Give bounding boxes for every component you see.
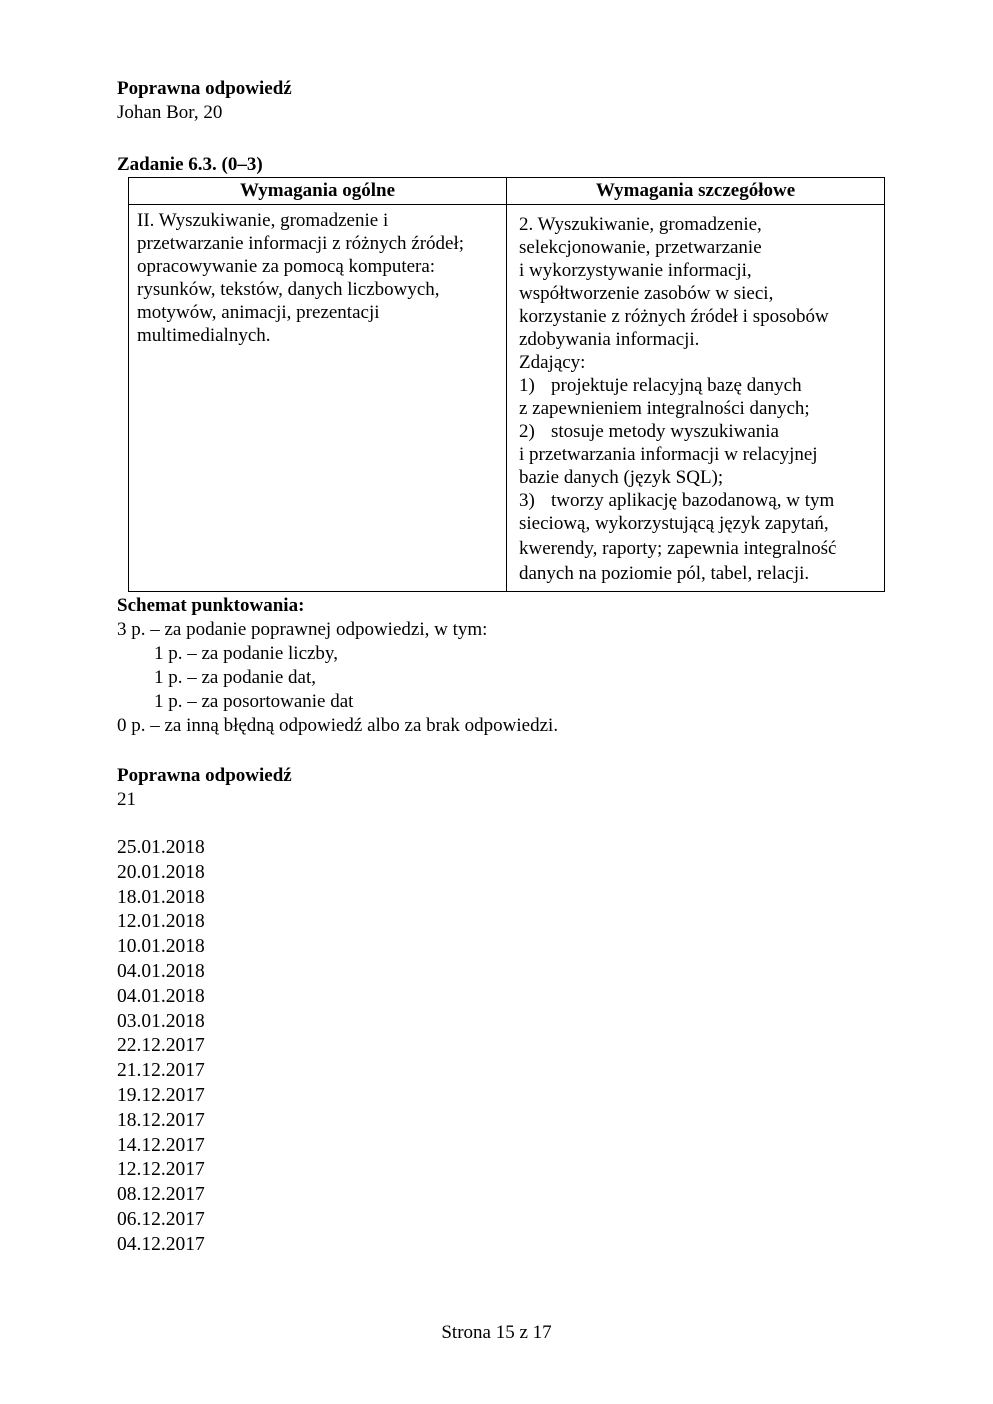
date-list-item: 18.12.2017 bbox=[117, 1109, 205, 1131]
date-list-item: 03.01.2018 bbox=[117, 1010, 205, 1032]
general-line: motywów, animacji, prezentacji bbox=[137, 302, 380, 323]
page-content bbox=[117, 77, 885, 1258]
table-header-row bbox=[129, 178, 885, 205]
date-list-item: 04.01.2018 bbox=[117, 960, 205, 982]
answer-number: 21 bbox=[117, 789, 136, 810]
list-item-continuation: bazie danych (język SQL); bbox=[519, 467, 724, 488]
general-requirements-cell bbox=[129, 205, 507, 592]
detailed-line: korzystanie z różnych źródeł i sposobów bbox=[519, 306, 829, 327]
general-line: multimedialnych. bbox=[137, 325, 271, 346]
detailed-line: 2. Wyszukiwanie, gromadzenie, bbox=[519, 214, 762, 235]
general-line: przetwarzanie informacji z różnych źródeł; bbox=[137, 233, 465, 254]
list-item: 2) stosuje metody wyszukiwania bbox=[519, 421, 779, 442]
scoring-sub-line: 1 p. – za posortowanie dat bbox=[154, 691, 354, 712]
date-list-item: 22.12.2017 bbox=[117, 1035, 205, 1057]
answer-section bbox=[117, 764, 885, 812]
date-list-item: 04.12.2017 bbox=[117, 1233, 205, 1255]
answer-heading: Poprawna odpowiedź bbox=[117, 765, 292, 786]
date-list-item: 12.01.2018 bbox=[117, 911, 205, 933]
task-title: Zadanie 6.3. (0–3) bbox=[117, 154, 263, 175]
list-item-continuation: z zapewnieniem integralności danych; bbox=[519, 398, 810, 419]
date-list-item: 06.12.2017 bbox=[117, 1208, 205, 1230]
list-item: 1) projektuje relacyjną bazę danych bbox=[519, 375, 802, 396]
date-list-item: 25.01.2018 bbox=[117, 837, 205, 858]
date-list-item: 12.12.2017 bbox=[117, 1159, 205, 1181]
header-general: Wymagania ogólne bbox=[129, 178, 507, 205]
list-item-continuation: kwerendy, raporty; zapewnia integralność bbox=[519, 538, 837, 559]
general-line: opracowywanie za pomocą komputera: bbox=[137, 256, 436, 277]
scoring-heading: Schemat punktowania: bbox=[117, 595, 305, 616]
dates-list bbox=[117, 836, 885, 1258]
scoring-line: 3 p. – za podanie poprawnej odpowiedzi, w tym: bbox=[117, 619, 488, 640]
date-list-item: 14.12.2017 bbox=[117, 1134, 205, 1156]
header-detailed: Wymagania szczegółowe bbox=[507, 178, 885, 205]
date-list-item: 19.12.2017 bbox=[117, 1084, 205, 1106]
scoring-sub-line: 1 p. – za podanie liczby, bbox=[154, 643, 338, 664]
answer-heading: Poprawna odpowiedź bbox=[117, 78, 292, 99]
detailed-line: zdobywania informacji. bbox=[519, 329, 700, 350]
date-list-item: 20.01.2018 bbox=[117, 861, 205, 883]
detailed-line: i wykorzystywanie informacji, bbox=[519, 260, 752, 281]
table-row bbox=[129, 205, 885, 592]
scoring-sub-line: 1 p. – za podanie dat, bbox=[154, 667, 316, 688]
detailed-line: współtworzenie zasobów w sieci, bbox=[519, 283, 774, 304]
date-list-item: 21.12.2017 bbox=[117, 1060, 205, 1082]
list-item-continuation: i przetwarzania informacji w relacyjnej bbox=[519, 444, 818, 465]
list-item-continuation: sieciową, wykorzystującą język zapytań, bbox=[519, 513, 829, 534]
requirements-table bbox=[128, 177, 885, 592]
detailed-line: selekcjonowanie, przetwarzanie bbox=[519, 237, 762, 258]
scoring-line: 0 p. – za inną błędną odpowiedź albo za brak odpowiedzi. bbox=[117, 715, 559, 736]
list-item-continuation: danych na poziomie pól, tabel, relacji. bbox=[519, 563, 810, 584]
page-footer: Strona 15 z 17 bbox=[441, 1322, 552, 1343]
date-list-item: 18.01.2018 bbox=[117, 886, 205, 908]
answer-text: Johan Bor, 20 bbox=[117, 102, 223, 123]
detailed-requirements-cell bbox=[507, 205, 885, 592]
date-list-item: 08.12.2017 bbox=[117, 1184, 205, 1206]
scoring-section bbox=[117, 594, 885, 738]
list-item: 3) tworzy aplikację bazodanową, w tym bbox=[519, 490, 835, 511]
date-list-item: 04.01.2018 bbox=[117, 985, 205, 1007]
date-list-item: 10.01.2018 bbox=[117, 936, 205, 958]
general-line: II. Wyszukiwanie, gromadzenie i bbox=[137, 210, 389, 231]
general-line: rysunków, tekstów, danych liczbowych, bbox=[137, 279, 440, 300]
detailed-line: Zdający: bbox=[519, 352, 586, 373]
